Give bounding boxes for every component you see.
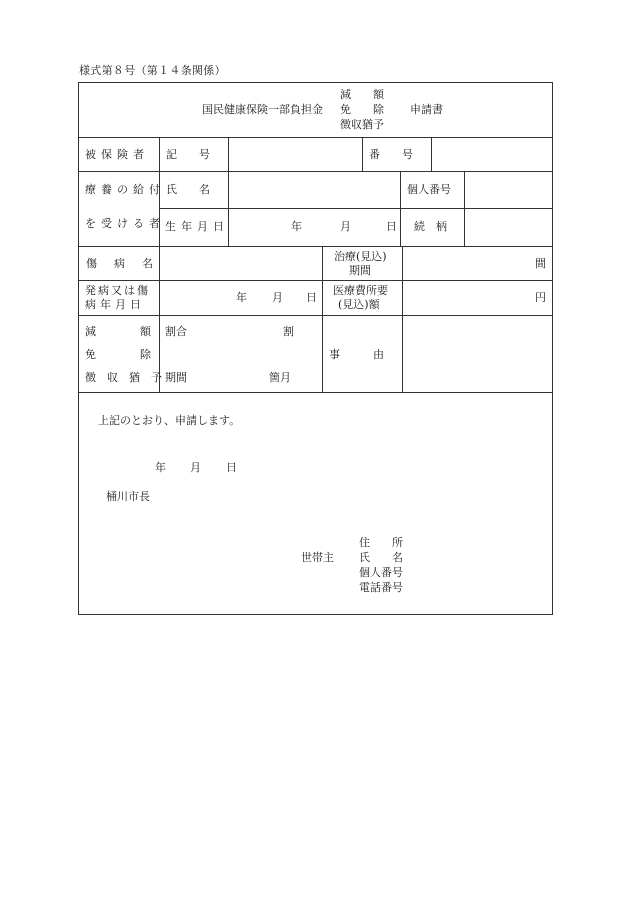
name-label: 氏 名 [166,183,210,196]
ratio-label: 割合 [165,325,187,338]
col-divider [362,137,363,171]
insured-label: 被保険者 [85,148,149,161]
title-option-reduction: 減 額 [340,88,384,101]
onset-label-line2: 病年月日 [85,298,145,311]
title-option-deferral: 徴収猶予 [340,118,384,131]
request-month-unit: 月 [190,461,201,474]
reduction-label: 減 額 [85,325,151,338]
birth-day-unit: 日 [386,220,397,233]
treatment-period-line2: 期間 [349,264,371,277]
bango-label: 番 号 [369,148,413,161]
request-day-unit: 日 [226,461,237,474]
title-option-exemption: 免 除 [340,103,384,116]
medical-cost-unit: 円 [535,291,546,304]
householder-name-label: 氏 名 [359,551,403,564]
ratio-unit: 割 [283,325,294,338]
phone-label: 電話番号 [359,581,403,594]
title-suffix: 申請書 [410,103,443,116]
treatment-period-unit: 間 [535,257,546,270]
bango-value[interactable] [437,148,547,162]
col-divider [400,171,401,246]
treatment-period-line1: 治療(見込) [334,250,387,263]
col-divider [159,137,160,392]
col-divider [431,137,432,171]
address-label: 住 所 [359,536,403,549]
onset-year-unit: 年 [236,291,247,304]
reason-label: 事 由 [329,348,384,361]
row-divider [78,280,553,281]
onset-day-unit: 日 [306,291,317,304]
onset-month-unit: 月 [272,291,283,304]
disease-label: 傷 病 名 [86,257,156,270]
row-divider [78,137,553,138]
householder-kojin-label: 個人番号 [359,566,403,579]
row-divider [159,208,553,209]
col-divider [464,171,465,246]
form-number: 様式第８号（第１４条関係） [79,64,226,77]
relation-label: 続 柄 [414,220,447,233]
birth-month-unit: 月 [340,220,351,233]
recipient-label-line2: を受ける者 [85,217,165,230]
col-divider [402,246,403,392]
period-label: 期間 [165,371,187,384]
kojin-label: 個人番号 [407,183,451,196]
title-prefix: 国民健康保険一部負担金 [202,103,323,116]
recipient-label-line1: 療養の給付 [85,183,165,196]
kigo-label: 記 号 [166,148,210,161]
period-unit: 箇月 [269,371,291,384]
col-divider [322,246,323,392]
householder-label: 世帯主 [301,551,334,564]
request-year-unit: 年 [155,461,166,474]
deferral-label: 徴 収 猶 予 [85,371,162,384]
exemption-label: 免 除 [85,348,151,361]
request-statement: 上記のとおり、申請します。 [98,414,241,427]
row-divider [78,392,553,393]
birth-year-unit: 年 [291,220,302,233]
medical-cost-line1: 医療費所要 [333,284,388,297]
birth-label: 生年月日 [165,220,229,233]
medical-cost-line2: (見込)額 [338,298,380,311]
row-divider [78,171,553,172]
addressee: 桶川市長 [106,490,150,503]
row-divider [78,246,553,247]
onset-label-line1: 発病又は傷 [85,284,150,297]
row-divider [78,315,553,316]
kigo-value[interactable] [234,148,356,162]
